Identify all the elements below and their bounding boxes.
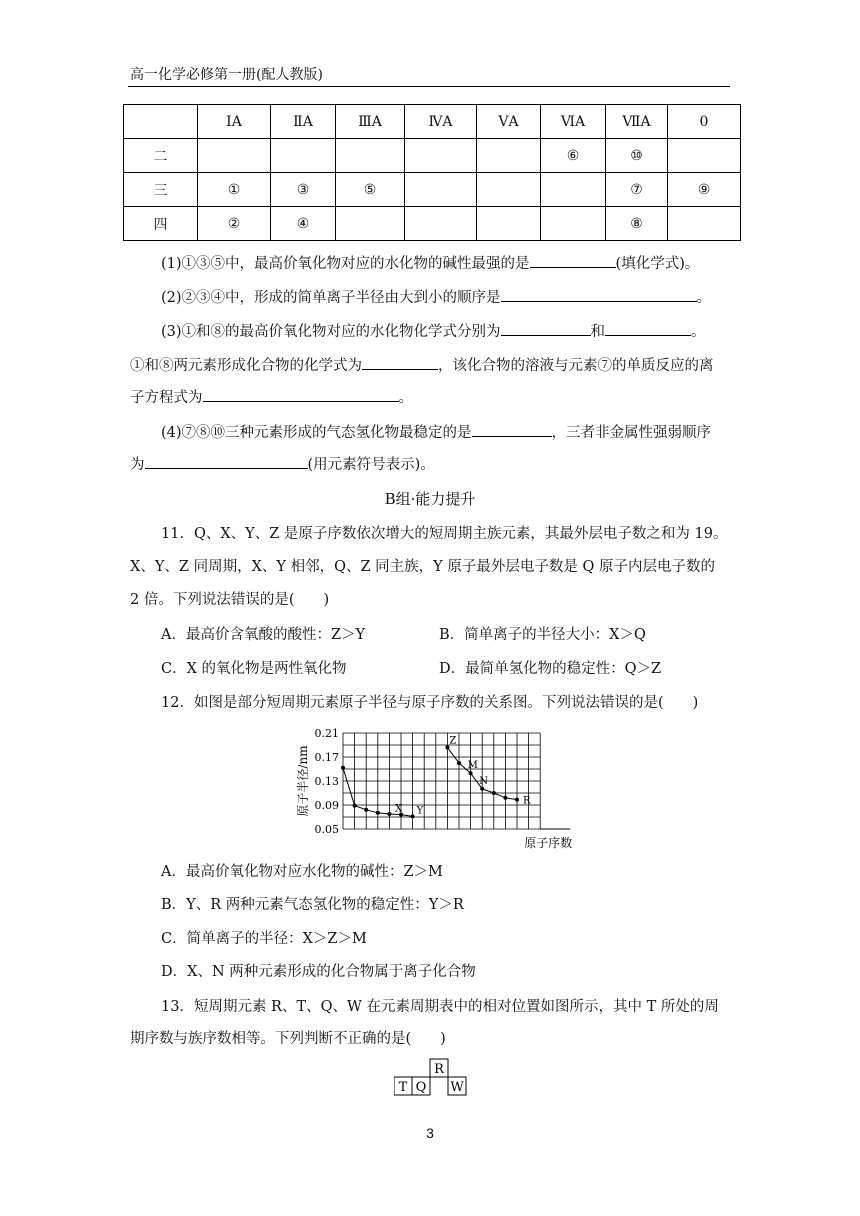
table-cell: ④ bbox=[271, 207, 336, 241]
q10-part4 bbox=[161, 421, 711, 442]
y-tick-label: 0.17 bbox=[314, 751, 339, 764]
data-point bbox=[364, 808, 368, 812]
table-cell bbox=[405, 173, 477, 207]
text: (填化学式)。 bbox=[615, 256, 700, 272]
point-label: Y bbox=[416, 805, 424, 817]
table-cell bbox=[124, 105, 198, 139]
q12-option-a: A．最高价氧化物对应水化物的碱性：Z＞M bbox=[161, 864, 443, 880]
q10-part3-cont bbox=[130, 354, 714, 375]
answer-blank bbox=[501, 321, 591, 336]
q12-stem: 12．如图是部分短周期元素原子半径与原子序数的关系图。下列说法错误的是( ) bbox=[161, 695, 699, 711]
data-point bbox=[353, 804, 357, 808]
text: 。 bbox=[691, 324, 706, 340]
answer-blank bbox=[472, 422, 552, 437]
data-point bbox=[492, 791, 496, 795]
q13-stem-line: 13．短周期元素 R、T、Q、W 在元素周期表中的相对位置如图所示，其中 T 所处的周 bbox=[161, 999, 719, 1015]
text: (1)①③⑤中，最高价氧化物对应的水化物的碱性最强的是 bbox=[161, 256, 530, 272]
page-header-title: 高一化学必修第一册(配人教版) bbox=[130, 67, 323, 83]
table-cell bbox=[477, 173, 541, 207]
table-cell bbox=[198, 139, 271, 173]
table-cell: 二 bbox=[124, 139, 198, 173]
table-cell bbox=[668, 139, 741, 173]
table-cell: ⑨ bbox=[668, 173, 741, 207]
data-point bbox=[376, 811, 380, 815]
text: 和 bbox=[590, 324, 606, 340]
table-cell: ③ bbox=[271, 173, 336, 207]
q10-part1 bbox=[161, 252, 699, 273]
text: 为 bbox=[130, 457, 145, 473]
table-cell: ⅢA bbox=[336, 105, 405, 139]
q12-option-b: B．Y、R 两种元素气态氢化物的稳定性：Y＞R bbox=[161, 897, 464, 913]
text: 。 bbox=[398, 390, 413, 406]
table-row bbox=[124, 139, 741, 173]
table-cell bbox=[336, 139, 405, 173]
table-cell: ⑩ bbox=[606, 139, 668, 173]
table-cell bbox=[541, 173, 606, 207]
table-cell: 四 bbox=[124, 207, 198, 241]
text: (用元素符号表示)。 bbox=[307, 457, 435, 473]
table-cell: ⅠA bbox=[198, 105, 271, 139]
q11-stem-line: 2 倍。下列说法错误的是( ) bbox=[130, 592, 330, 608]
radius-chart bbox=[295, 724, 575, 852]
table-cell: ② bbox=[198, 207, 271, 241]
q11-option-d: D．最简单氢化物的稳定性：Q＞Z bbox=[439, 661, 662, 677]
data-point bbox=[411, 814, 415, 818]
point-label: R bbox=[523, 795, 531, 807]
section-title: B组·能力提升 bbox=[384, 490, 476, 508]
table-cell: ⅤA bbox=[477, 105, 541, 139]
table-cell: 三 bbox=[124, 173, 198, 207]
q13-stem-line: 期序数与族序数相等。下列判断不正确的是( ) bbox=[130, 1031, 446, 1047]
text: (2)②③④中，形成的简单离子半径由大到小的顺序是 bbox=[161, 290, 501, 306]
table-cell: ⅡA bbox=[271, 105, 336, 139]
answer-blank bbox=[501, 287, 697, 302]
table-cell: ⑤ bbox=[336, 173, 405, 207]
cell-w-label: W bbox=[450, 1080, 464, 1095]
periodic-table bbox=[123, 104, 741, 241]
table-cell bbox=[477, 139, 541, 173]
q11-option-c: C．X 的氧化物是两性氧化物 bbox=[161, 661, 347, 677]
text: (3)①和⑧的最高价氧化物对应的水化物化学式分别为 bbox=[161, 324, 501, 340]
text: ①和⑧两元素形成化合物的化学式为 bbox=[130, 358, 362, 374]
page-number: 3 bbox=[426, 1125, 434, 1141]
data-point bbox=[457, 761, 461, 765]
point-label: M bbox=[467, 760, 478, 772]
text: 子方程式为 bbox=[130, 390, 203, 406]
table-cell: ⅦA bbox=[606, 105, 668, 139]
answer-blank bbox=[362, 355, 438, 370]
data-point bbox=[387, 812, 391, 816]
table-cell: ⅥA bbox=[541, 105, 606, 139]
x-axis-label: 原子序数 bbox=[524, 836, 573, 850]
q11-stem-line: 11．Q、X、Y、Z 是原子序数依次增大的短周期主族元素，其最外层电子数之和为 19。 bbox=[161, 526, 728, 542]
data-point bbox=[503, 796, 507, 800]
table-cell bbox=[541, 207, 606, 241]
data-point bbox=[341, 766, 345, 770]
answer-blank bbox=[605, 321, 691, 336]
element-position-figure bbox=[394, 1057, 474, 1097]
header-rule bbox=[128, 86, 730, 87]
table-cell bbox=[668, 207, 741, 241]
y-tick-label: 0.21 bbox=[314, 727, 339, 740]
q11-stem-line: X、Y、Z 同周期，X、Y 相邻，Q、Z 同主族，Y 原子最外层电子数是 Q 原子内层电子数的 bbox=[130, 559, 715, 575]
answer-blank bbox=[203, 387, 399, 402]
data-point bbox=[469, 771, 473, 775]
q10-part3-cont2 bbox=[130, 386, 413, 407]
q12-option-c: C．简单离子的半径：X＞Z＞M bbox=[161, 931, 367, 947]
table-cell bbox=[271, 139, 336, 173]
table-cell: ① bbox=[198, 173, 271, 207]
cell-q-label: Q bbox=[415, 1080, 427, 1095]
y-tick-label: 0.09 bbox=[314, 799, 339, 812]
table-cell bbox=[405, 207, 477, 241]
table-cell: ⑧ bbox=[606, 207, 668, 241]
table-cell bbox=[405, 139, 477, 173]
table-cell: ⑥ bbox=[541, 139, 606, 173]
table-row bbox=[124, 207, 741, 241]
table-cell: ⑦ bbox=[606, 173, 668, 207]
cell-t-label: T bbox=[398, 1080, 408, 1095]
q10-part4-cont bbox=[130, 453, 435, 474]
text: ，三者非金属性强弱顺序 bbox=[551, 425, 712, 441]
table-cell bbox=[336, 207, 405, 241]
data-point bbox=[515, 798, 519, 802]
point-label: N bbox=[479, 775, 488, 787]
data-point bbox=[480, 787, 484, 791]
q10-part2 bbox=[161, 286, 711, 307]
answer-blank bbox=[530, 253, 616, 268]
point-label: Z bbox=[449, 735, 457, 747]
table-row bbox=[124, 173, 741, 207]
y-tick-label: 0.13 bbox=[314, 775, 339, 788]
y-axis-label: 原子半径/nm bbox=[296, 745, 310, 817]
y-tick-label: 0.05 bbox=[314, 823, 339, 836]
table-cell: ⅣA bbox=[405, 105, 477, 139]
text: (4)⑦⑧⑩三种元素形成的气态氢化物最稳定的是 bbox=[161, 425, 472, 441]
table-header-row bbox=[124, 105, 741, 139]
q11-option-b: B．简单离子的半径大小：X＞Q bbox=[439, 627, 646, 643]
q12-option-d: D．X、N 两种元素形成的化合物属于离子化合物 bbox=[161, 964, 476, 980]
table-cell: 0 bbox=[668, 105, 741, 139]
table-cell bbox=[477, 207, 541, 241]
point-label: X bbox=[395, 803, 403, 815]
answer-blank bbox=[145, 454, 308, 469]
text: ，该化合物的溶液与元素⑦的单质反应的离 bbox=[438, 358, 714, 374]
text: 。 bbox=[696, 290, 712, 306]
q10-part3 bbox=[161, 320, 706, 341]
q11-option-a: A．最高价含氧酸的酸性：Z＞Y bbox=[161, 627, 366, 643]
cell-r-label: R bbox=[434, 1062, 444, 1077]
